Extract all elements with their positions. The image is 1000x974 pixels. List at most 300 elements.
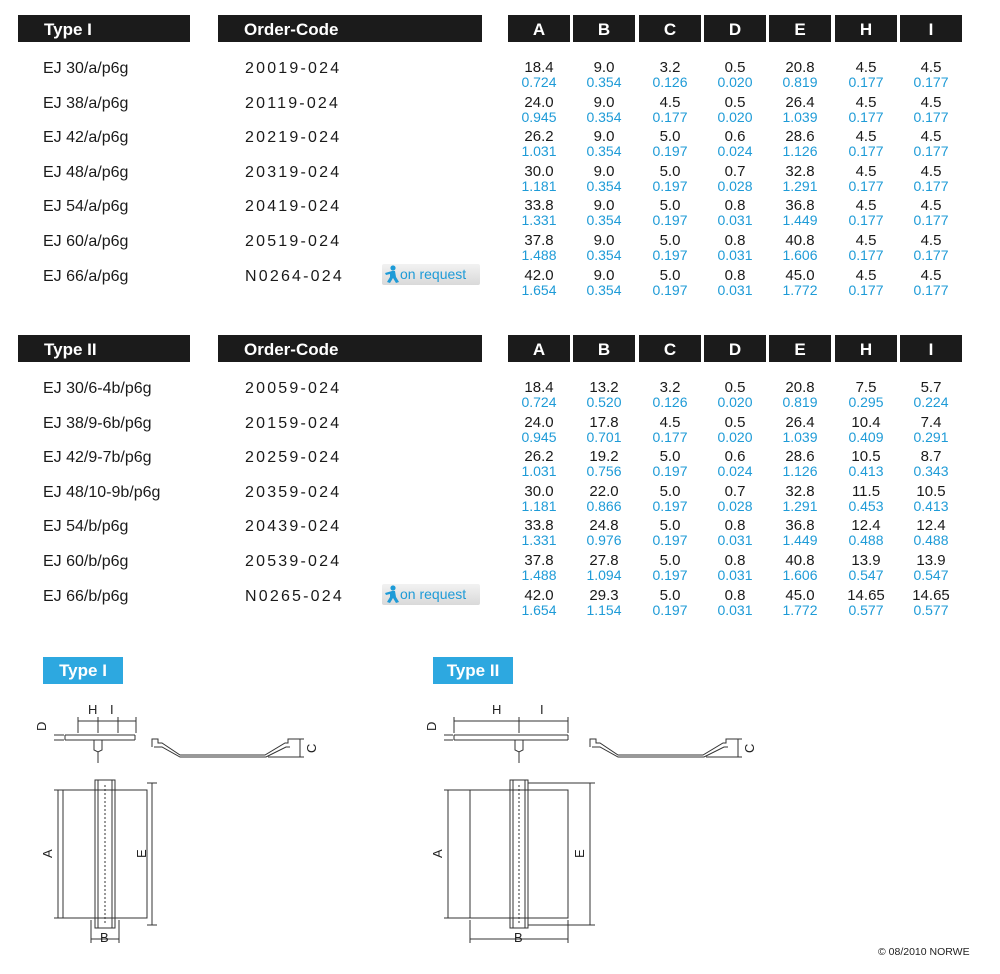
value-mm: 4.5 [920, 197, 942, 215]
value-mm: 13.2 [589, 379, 619, 396]
value-mm: 4.5 [855, 128, 877, 146]
value-mm: 4.5 [855, 266, 877, 284]
value-mm: 5.7 [920, 379, 942, 396]
value-mm: 4.5 [855, 59, 877, 76]
value-inch: 0.024 [717, 143, 753, 160]
value-inch: 0.413 [913, 497, 949, 514]
dim-cell-i [899, 198, 963, 227]
article-name: EJ 54/b/p6g [43, 518, 129, 536]
dim-label-a: A [40, 849, 55, 858]
dim-cell-b [572, 588, 636, 617]
dim-cell-b [572, 60, 636, 89]
value-inch: 0.177 [913, 108, 949, 125]
value-inch: 0.488 [848, 532, 884, 549]
dim-cell-i [899, 588, 963, 617]
value-mm: 0.8 [724, 266, 746, 284]
value-inch: 0.866 [586, 497, 622, 514]
value-inch: 0.031 [717, 247, 753, 263]
value-inch: 0.020 [717, 394, 753, 410]
value-mm: 45.0 [785, 266, 815, 284]
dim-cell-a [507, 129, 571, 158]
value-mm: 33.8 [524, 197, 554, 215]
dim-cell-i [899, 60, 963, 89]
value-mm: 4.5 [855, 93, 877, 111]
value-mm: 0.7 [724, 482, 746, 500]
dim-cell-h [834, 95, 898, 124]
dim-cell-h [834, 588, 898, 617]
table-row [0, 514, 1000, 548]
dim-header-c: C [639, 335, 701, 362]
value-inch: 0.177 [913, 212, 949, 229]
value-mm: 42.0 [524, 586, 554, 604]
dim-label-d: D [34, 721, 49, 731]
type-header: Type II [18, 335, 190, 362]
value-mm: 13.9 [851, 552, 881, 569]
value-mm: 24.8 [589, 517, 619, 535]
value-inch: 0.354 [586, 74, 622, 90]
dim-cell-d [703, 518, 767, 547]
dim-cell-a [507, 198, 571, 227]
dim-cell-e [768, 198, 832, 227]
value-inch: 1.654 [521, 281, 557, 298]
dim-cell-d [703, 380, 767, 409]
dim-cell-c [638, 268, 702, 297]
dim-cell-d [703, 588, 767, 617]
dim-cell-h [834, 415, 898, 444]
dim-header-d: D [704, 15, 766, 42]
value-inch: 1.031 [521, 143, 557, 160]
value-inch: 1.039 [782, 428, 818, 445]
value-inch: 0.177 [848, 74, 884, 90]
dim-cell-i [899, 268, 963, 297]
value-inch: 0.354 [586, 247, 622, 263]
dim-cell-c [638, 129, 702, 158]
value-inch: 0.488 [913, 532, 949, 549]
value-inch: 0.197 [652, 177, 688, 194]
value-inch: 0.177 [652, 428, 688, 445]
value-inch: 1.772 [782, 281, 818, 298]
table-row [0, 411, 1000, 445]
value-inch: 0.197 [652, 212, 688, 229]
dim-cell-d [703, 60, 767, 89]
dim-cell-i [899, 484, 963, 513]
person-icon [384, 585, 400, 604]
on-request-badge[interactable] [382, 264, 480, 285]
dim-cell-i [899, 518, 963, 547]
value-mm: 5.0 [659, 448, 681, 466]
dim-cell-b [572, 518, 636, 547]
dim-cell-c [638, 233, 702, 262]
table-row [0, 480, 1000, 514]
dim-cell-h [834, 198, 898, 227]
dim-cell-b [572, 553, 636, 582]
value-mm: 19.2 [589, 448, 619, 466]
value-inch: 0.409 [848, 428, 884, 445]
value-inch: 0.354 [586, 177, 622, 194]
dim-cell-h [834, 268, 898, 297]
value-mm: 0.8 [724, 586, 746, 604]
value-mm: 42.0 [524, 266, 554, 284]
type-header: Type I [18, 15, 190, 42]
dim-header-i: I [900, 335, 962, 362]
value-inch: 0.177 [913, 74, 949, 90]
dim-cell-d [703, 198, 767, 227]
table-row [0, 56, 1000, 90]
value-mm: 12.4 [851, 517, 881, 535]
dim-header-e: E [769, 335, 831, 362]
order-code: 20439-024 [245, 518, 342, 536]
dim-cell-h [834, 484, 898, 513]
value-inch: 0.028 [717, 497, 753, 514]
dim-cell-c [638, 164, 702, 193]
value-inch: 0.354 [586, 108, 622, 125]
dim-label-i: I [540, 702, 544, 717]
dim-header-c: C [639, 15, 701, 42]
dim-cell-d [703, 415, 767, 444]
order-code: 20319-024 [245, 163, 342, 181]
article-name: EJ 48/10-9b/p6g [43, 483, 161, 501]
value-inch: 0.197 [652, 497, 688, 514]
value-mm: 26.4 [785, 93, 815, 111]
value-inch: 0.197 [652, 567, 688, 583]
table-row [0, 376, 1000, 410]
value-mm: 26.2 [524, 448, 554, 466]
dim-header-d: D [704, 335, 766, 362]
value-mm: 0.8 [724, 197, 746, 215]
value-inch: 0.177 [913, 247, 949, 263]
dim-cell-i [899, 415, 963, 444]
dim-cell-a [507, 380, 571, 409]
value-inch: 1.331 [521, 532, 557, 549]
table-row [0, 445, 1000, 479]
value-inch: 1.126 [782, 463, 818, 480]
value-inch: 1.181 [521, 497, 557, 514]
value-mm: 18.4 [524, 59, 554, 76]
value-inch: 0.343 [913, 463, 949, 480]
dim-cell-c [638, 380, 702, 409]
value-inch: 0.197 [652, 463, 688, 480]
value-mm: 20.8 [785, 379, 815, 396]
dim-cell-c [638, 588, 702, 617]
value-mm: 3.2 [659, 59, 681, 76]
person-icon [384, 265, 400, 284]
value-inch: 0.520 [586, 394, 622, 410]
value-mm: 30.0 [524, 162, 554, 180]
dim-cell-e [768, 553, 832, 582]
value-mm: 5.0 [659, 197, 681, 215]
value-mm: 0.7 [724, 162, 746, 180]
dim-cell-b [572, 198, 636, 227]
value-inch: 1.039 [782, 108, 818, 125]
value-mm: 10.5 [916, 482, 946, 500]
value-inch: 0.177 [848, 143, 884, 160]
dim-label-h: H [88, 702, 98, 717]
value-inch: 0.177 [848, 177, 884, 194]
value-inch: 0.354 [586, 281, 622, 298]
value-mm: 4.5 [920, 266, 942, 284]
value-mm: 29.3 [589, 586, 619, 604]
value-mm: 7.5 [855, 379, 877, 396]
drawing-type-1 [30, 695, 360, 945]
dim-cell-b [572, 484, 636, 513]
dim-cell-a [507, 588, 571, 617]
value-inch: 1.449 [782, 532, 818, 549]
dim-cell-e [768, 588, 832, 617]
value-mm: 28.6 [785, 448, 815, 466]
table-row [0, 194, 1000, 228]
value-inch: 1.772 [782, 601, 818, 618]
value-inch: 0.945 [521, 428, 557, 445]
value-inch: 0.197 [652, 532, 688, 549]
value-inch: 0.197 [652, 247, 688, 263]
dim-cell-b [572, 164, 636, 193]
value-mm: 18.4 [524, 379, 554, 396]
value-mm: 0.6 [724, 448, 746, 466]
table-row [0, 549, 1000, 583]
value-mm: 0.5 [724, 93, 746, 111]
dim-cell-i [899, 449, 963, 478]
copyright-notice: © 08/2010 NORWE [878, 946, 970, 958]
value-mm: 5.0 [659, 162, 681, 180]
dim-label-i: I [110, 702, 114, 717]
dim-cell-a [507, 415, 571, 444]
value-inch: 1.488 [521, 247, 557, 263]
dim-cell-d [703, 95, 767, 124]
dim-header-b: B [573, 15, 635, 42]
value-inch: 0.177 [848, 247, 884, 263]
dim-cell-d [703, 268, 767, 297]
value-inch: 0.031 [717, 601, 753, 618]
value-mm: 5.0 [659, 128, 681, 146]
value-inch: 1.331 [521, 212, 557, 229]
value-inch: 0.031 [717, 532, 753, 549]
value-inch: 1.654 [521, 601, 557, 618]
value-inch: 0.031 [717, 567, 753, 583]
dim-cell-d [703, 449, 767, 478]
order-code: 20019-024 [245, 60, 342, 77]
dim-cell-c [638, 553, 702, 582]
value-mm: 27.8 [589, 552, 619, 569]
dim-header-e: E [769, 15, 831, 42]
dim-cell-e [768, 60, 832, 89]
order-code: 20359-024 [245, 483, 342, 501]
order-code: 20219-024 [245, 129, 342, 147]
article-name: EJ 60/a/p6g [43, 233, 129, 250]
value-mm: 4.5 [855, 162, 877, 180]
dim-label-c: C [742, 743, 757, 753]
dim-cell-c [638, 518, 702, 547]
value-mm: 36.8 [785, 197, 815, 215]
on-request-badge[interactable] [382, 584, 480, 605]
dim-cell-h [834, 380, 898, 409]
article-name: EJ 54/a/p6g [43, 198, 129, 216]
value-mm: 0.8 [724, 552, 746, 569]
table-row [0, 264, 1000, 298]
value-inch: 0.724 [521, 74, 557, 90]
value-inch: 0.197 [652, 281, 688, 298]
dim-cell-a [507, 233, 571, 262]
value-inch: 0.024 [717, 463, 753, 480]
value-mm: 37.8 [524, 552, 554, 569]
dim-header-a: A [508, 335, 570, 362]
value-mm: 11.5 [851, 482, 881, 500]
dim-cell-d [703, 484, 767, 513]
dim-cell-c [638, 484, 702, 513]
dim-cell-d [703, 164, 767, 193]
dim-header-h: H [835, 335, 897, 362]
value-mm: 28.6 [785, 128, 815, 146]
value-mm: 45.0 [785, 586, 815, 604]
value-mm: 30.0 [524, 482, 554, 500]
value-mm: 24.0 [524, 413, 554, 431]
value-mm: 0.5 [724, 59, 746, 76]
dim-cell-h [834, 164, 898, 193]
value-inch: 0.291 [913, 428, 949, 445]
dim-header-i: I [900, 15, 962, 42]
value-inch: 0.177 [848, 108, 884, 125]
value-inch: 0.020 [717, 428, 753, 445]
dim-cell-e [768, 415, 832, 444]
value-mm: 12.4 [916, 517, 946, 535]
dim-label-a: A [430, 849, 445, 858]
value-mm: 40.8 [785, 552, 815, 569]
value-mm: 4.5 [920, 59, 942, 76]
order-code: 20119-024 [245, 94, 341, 112]
value-mm: 9.0 [593, 128, 615, 146]
drawing-type-2 [420, 695, 760, 945]
dim-cell-e [768, 129, 832, 158]
value-inch: 1.449 [782, 212, 818, 229]
value-inch: 0.701 [586, 428, 622, 445]
dim-cell-h [834, 449, 898, 478]
dim-header-b: B [573, 335, 635, 362]
value-inch: 1.154 [586, 601, 622, 618]
article-name: EJ 66/a/p6g [43, 267, 129, 285]
value-mm: 0.6 [724, 128, 746, 146]
dim-cell-i [899, 129, 963, 158]
value-inch: 0.577 [913, 601, 949, 618]
dim-cell-i [899, 164, 963, 193]
value-mm: 5.0 [659, 586, 681, 604]
value-mm: 4.5 [855, 197, 877, 215]
value-inch: 0.177 [913, 177, 949, 194]
dim-cell-c [638, 449, 702, 478]
table-row [0, 160, 1000, 194]
dim-cell-a [507, 553, 571, 582]
dim-cell-b [572, 449, 636, 478]
dim-cell-c [638, 95, 702, 124]
value-inch: 0.819 [782, 74, 818, 90]
value-mm: 10.5 [851, 448, 881, 466]
dim-label-h: H [492, 702, 502, 717]
value-inch: 0.756 [586, 463, 622, 480]
order-code: 20259-024 [245, 449, 342, 467]
value-mm: 32.8 [785, 162, 815, 180]
value-inch: 0.413 [848, 463, 884, 480]
dim-cell-h [834, 553, 898, 582]
table-row [0, 91, 1000, 125]
dim-cell-b [572, 415, 636, 444]
value-mm: 0.8 [724, 517, 746, 535]
value-inch: 1.094 [586, 567, 622, 583]
dim-label-b: B [514, 930, 523, 945]
dim-cell-a [507, 95, 571, 124]
value-inch: 0.577 [848, 601, 884, 618]
value-inch: 0.177 [848, 281, 884, 298]
on-request-label: on request [400, 585, 467, 602]
order-code: 20059-024 [245, 380, 342, 397]
article-name: EJ 48/a/p6g [43, 163, 129, 181]
value-mm: 5.0 [659, 266, 681, 284]
article-name: EJ 38/9-6b/p6g [43, 414, 152, 432]
value-inch: 0.177 [848, 212, 884, 229]
value-inch: 0.031 [717, 212, 753, 229]
value-inch: 1.488 [521, 567, 557, 583]
dim-cell-b [572, 129, 636, 158]
article-name: EJ 66/b/p6g [43, 587, 129, 605]
value-inch: 0.177 [913, 281, 949, 298]
table-row [0, 125, 1000, 159]
dim-cell-e [768, 233, 832, 262]
value-inch: 0.819 [782, 394, 818, 410]
dim-cell-h [834, 60, 898, 89]
value-inch: 0.354 [586, 212, 622, 229]
dim-cell-a [507, 60, 571, 89]
value-mm: 5.0 [659, 552, 681, 569]
dim-cell-c [638, 60, 702, 89]
value-mm: 37.8 [524, 232, 554, 249]
value-inch: 0.197 [652, 601, 688, 618]
order-code-header: Order-Code [218, 335, 482, 362]
value-inch: 0.224 [913, 394, 949, 410]
value-inch: 1.606 [782, 247, 818, 263]
value-mm: 7.4 [920, 413, 942, 431]
dim-cell-d [703, 553, 767, 582]
value-mm: 0.5 [724, 379, 746, 396]
dim-cell-b [572, 268, 636, 297]
value-mm: 9.0 [593, 59, 615, 76]
value-mm: 14.65 [912, 586, 950, 604]
order-code: 20539-024 [245, 553, 342, 570]
value-inch: 0.547 [848, 567, 884, 583]
table-row [0, 584, 1000, 618]
value-mm: 4.5 [855, 232, 877, 249]
dim-cell-c [638, 415, 702, 444]
value-mm: 5.0 [659, 482, 681, 500]
value-inch: 0.945 [521, 108, 557, 125]
value-mm: 4.5 [920, 93, 942, 111]
value-mm: 5.0 [659, 232, 681, 249]
value-inch: 1.291 [782, 497, 818, 514]
dim-cell-e [768, 164, 832, 193]
value-mm: 10.4 [851, 413, 881, 431]
order-code: 20519-024 [245, 233, 342, 250]
dim-header-h: H [835, 15, 897, 42]
dim-cell-b [572, 380, 636, 409]
dim-cell-i [899, 95, 963, 124]
value-mm: 5.0 [659, 517, 681, 535]
value-inch: 0.020 [717, 108, 753, 125]
value-mm: 4.5 [659, 93, 681, 111]
value-inch: 0.197 [652, 143, 688, 160]
value-mm: 33.8 [524, 517, 554, 535]
value-mm: 4.5 [920, 232, 942, 249]
value-mm: 8.7 [920, 448, 942, 466]
value-mm: 4.5 [920, 162, 942, 180]
article-name: EJ 30/6-4b/p6g [43, 380, 152, 397]
value-inch: 0.177 [652, 108, 688, 125]
dim-label-c: C [304, 743, 319, 753]
